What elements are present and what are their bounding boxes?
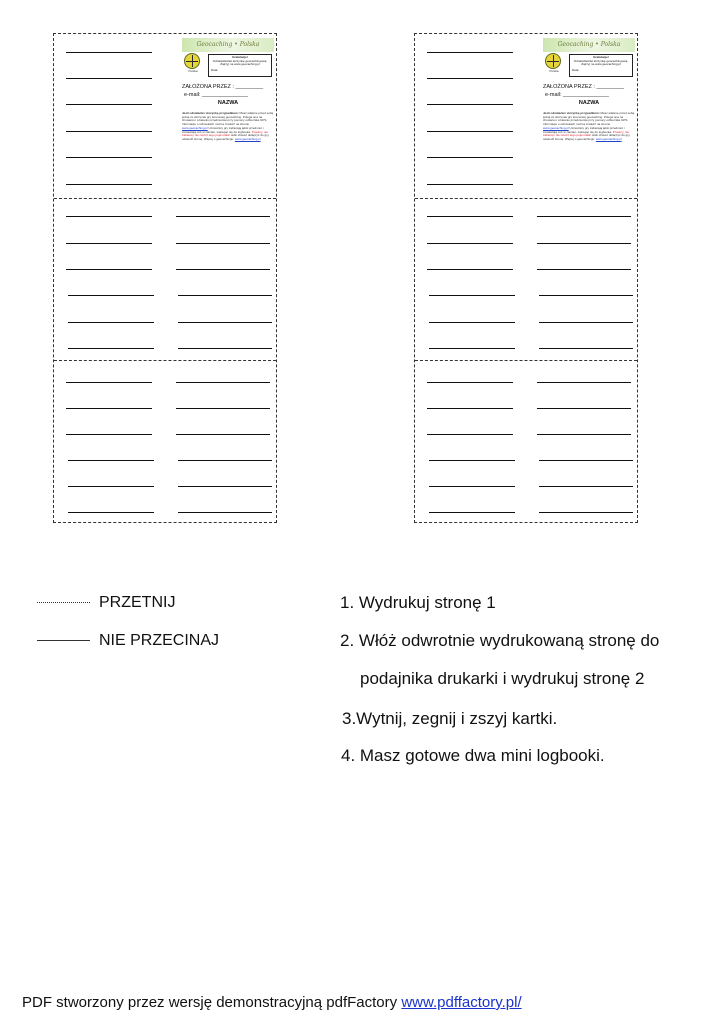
write-line	[537, 269, 631, 270]
legend-nocut-label: NIE PRZECINAJ	[99, 632, 220, 649]
para-heading: Jeśli odnalazłeś skrzynkę przypadkiem:	[182, 111, 239, 115]
cache-name: NAZWA	[217, 100, 239, 106]
write-line	[66, 216, 152, 217]
instruction-step-4: 4. Masz gotowe dwa mini logbooki.	[341, 746, 605, 765]
write-line	[66, 382, 152, 383]
write-line	[68, 348, 154, 349]
legend-dotted-line	[37, 602, 90, 603]
write-line	[66, 184, 152, 185]
write-line	[427, 243, 513, 244]
write-line	[176, 269, 270, 270]
para-heading: Jeśli odnalazłeś skrzynkę przypadkiem:	[543, 111, 600, 115]
para-footer-link[interactable]: www.geocaching.pl	[234, 136, 261, 141]
write-line	[539, 348, 633, 349]
geocaching-banner: Geocaching • Polska	[543, 38, 635, 52]
geocaching-logo-icon	[545, 53, 561, 69]
write-line	[427, 104, 513, 105]
write-line	[176, 408, 270, 409]
write-line	[429, 512, 515, 513]
write-line	[176, 434, 270, 435]
cut-line	[54, 360, 276, 361]
write-line	[429, 295, 515, 296]
info-box-title: Gratulacje!	[593, 55, 609, 59]
info-box	[569, 54, 633, 77]
instruction-step-3: 3.Wytnij, zegnij i zszyj kartki.	[342, 709, 558, 728]
footer-link[interactable]: www.pdffactory.pl/	[401, 994, 522, 1011]
write-line	[427, 52, 513, 53]
info-box-text: Odnalazłeś/aś skrzynkę geocachingową. Zajrzyj na www.geocaching.pl	[212, 58, 268, 67]
para-body3: Jeśli chcesz dołączyć do gry, odwiedź stronę.	[543, 133, 631, 141]
footer-text: PDF stworzony przez wersję demonstracyjną pdfFactory	[22, 994, 402, 1011]
logo-caption: Polska	[188, 69, 198, 73]
write-line	[66, 243, 152, 244]
write-line	[539, 295, 633, 296]
info-box-date: Data:	[572, 67, 580, 72]
write-line	[66, 269, 152, 270]
write-line	[66, 157, 152, 158]
write-line	[429, 322, 515, 323]
write-line	[68, 460, 154, 461]
write-line	[66, 78, 152, 79]
para-link[interactable]: www.geocaching.pl	[182, 125, 208, 130]
para-footer-link[interactable]: www.geocaching.pl	[595, 136, 622, 141]
write-line	[537, 382, 631, 383]
write-line	[66, 131, 152, 132]
founded-by: ZAŁOŻONA PRZEZ : _________	[543, 84, 625, 90]
instruction-step-2-cont: podajnika drukarki i wydrukuj stronę 2	[360, 669, 645, 688]
write-line	[176, 382, 270, 383]
cut-line	[415, 360, 637, 361]
write-line	[427, 131, 513, 132]
write-line	[429, 348, 515, 349]
write-line	[176, 216, 270, 217]
email-field: e-mail: _______________	[184, 92, 248, 98]
write-line	[427, 269, 513, 270]
write-line	[66, 408, 152, 409]
write-line	[539, 322, 633, 323]
write-line	[427, 78, 513, 79]
write-line	[178, 512, 272, 513]
write-line	[539, 486, 633, 487]
info-box-text: Odnalazłeś/aś skrzynkę geocachingową. Zajrzyj na www.geocaching.pl	[573, 58, 629, 67]
write-line	[178, 486, 272, 487]
info-box-title: Gratulacje!	[232, 55, 248, 59]
info-box	[208, 54, 272, 77]
write-line	[176, 243, 270, 244]
logbook-cover-card	[543, 38, 635, 194]
instruction-step-1: 1. Wydrukuj stronę 1	[340, 593, 496, 612]
write-line	[427, 434, 513, 435]
write-line	[427, 184, 513, 185]
cut-line	[415, 198, 637, 199]
write-line	[68, 486, 154, 487]
write-line	[539, 512, 633, 513]
write-line	[539, 460, 633, 461]
instruction-step-2: 2. Włóż odwrotnie wydrukowaną stronę do	[340, 631, 660, 650]
write-line	[68, 512, 154, 513]
geocaching-banner: Geocaching • Polska	[182, 38, 274, 52]
para-warning: Prosimy, nie zabieraj i nie niszcz tego pojemnika!	[543, 129, 630, 138]
cut-line	[54, 198, 276, 199]
write-line	[68, 295, 154, 296]
para-footer: Więcej o geocachingu:	[564, 136, 596, 141]
write-line	[66, 434, 152, 435]
write-line	[68, 322, 154, 323]
email-field: e-mail: _______________	[545, 92, 609, 98]
write-line	[66, 104, 152, 105]
write-line	[178, 460, 272, 461]
para-body3: Jeśli chcesz dołączyć do gry, odwiedź stronę.	[182, 133, 270, 141]
write-line	[429, 460, 515, 461]
write-line	[537, 434, 631, 435]
logo-caption: Polska	[549, 69, 559, 73]
write-line	[427, 216, 513, 217]
info-paragraph	[182, 112, 274, 142]
cache-name: NAZWA	[578, 100, 600, 106]
write-line	[178, 322, 272, 323]
logbook-sheet-right	[414, 33, 638, 523]
write-line	[178, 295, 272, 296]
write-line	[537, 243, 631, 244]
write-line	[427, 382, 513, 383]
para-body: Masz właśnie przed sobą jedną ze skrzynek gry terenowej geocaching. Polega ona na chowaniu i szukaniu przedmiotów przy pomocy odbiornika GPS. Informacje o schowkach można znaleźć na stronie	[543, 111, 635, 127]
legend-solid-line	[37, 640, 90, 641]
para-footer: Więcej o geocachingu:	[203, 136, 235, 141]
para-body2: Uczestnicy gry zabierają jakiś przedmiot i zostawiają coś w zamian, wpisując się do logbooka.	[543, 125, 625, 134]
logbook-sheet-left	[53, 33, 277, 523]
para-body2: Uczestnicy gry zabierają jakiś przedmiot i zostawiają coś w zamian, wpisując się do logbooka.	[182, 125, 264, 134]
write-line	[537, 408, 631, 409]
pdf-footer	[22, 993, 522, 1013]
para-warning: Prosimy, nie zabieraj i nie niszcz tego pojemnika!	[182, 129, 269, 138]
write-line	[427, 408, 513, 409]
founded-by: ZAŁOŻONA PRZEZ : _________	[182, 84, 264, 90]
write-line	[66, 52, 152, 53]
geocaching-logo-icon	[184, 53, 200, 69]
info-paragraph	[543, 112, 635, 142]
legend-cut-label: PRZETNIJ	[99, 594, 176, 611]
logbook-cover-card	[182, 38, 274, 194]
para-body: Masz właśnie przed sobą jedną ze skrzynek gry terenowej geocaching. Polega ona na chowaniu i szukaniu przedmiotów przy pomocy odbiornika GPS. Informacje o schowkach można znaleźć na stronie	[182, 111, 274, 127]
write-line	[537, 216, 631, 217]
para-link[interactable]: www.geocaching.pl	[543, 125, 569, 130]
write-line	[429, 486, 515, 487]
write-line	[427, 157, 513, 158]
info-box-date: Data:	[211, 67, 219, 72]
write-line	[178, 348, 272, 349]
